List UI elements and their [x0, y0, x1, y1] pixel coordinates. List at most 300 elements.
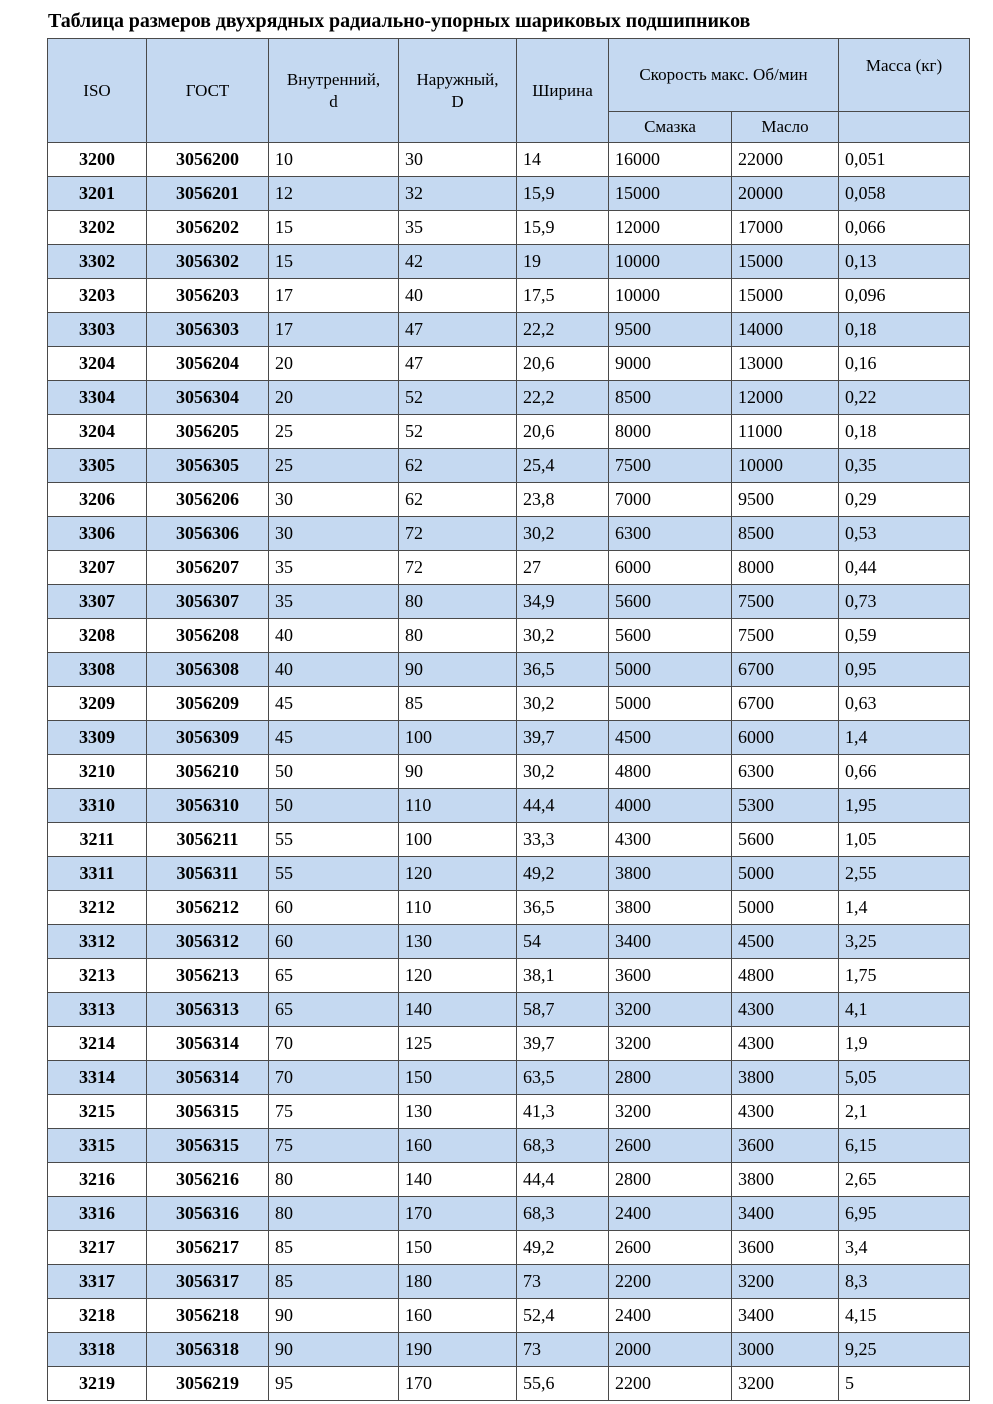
outer-diameter-cell: 85 — [399, 687, 517, 721]
mass-cell: 6,15 — [839, 1129, 970, 1163]
inner-diameter-cell: 70 — [269, 1027, 399, 1061]
width-cell: 44,4 — [517, 789, 609, 823]
table-row — [48, 177, 970, 211]
iso-cell: 3317 — [48, 1265, 147, 1299]
gost-cell: 3056210 — [147, 755, 269, 789]
iso-cell: 3200 — [48, 143, 147, 177]
width-cell: 68,3 — [517, 1197, 609, 1231]
gost-cell: 3056204 — [147, 347, 269, 381]
header-outer-label: Наружный, — [416, 69, 499, 89]
grease-speed-cell: 3200 — [609, 1095, 732, 1129]
table-row — [48, 857, 970, 891]
width-cell: 58,7 — [517, 993, 609, 1027]
inner-diameter-cell: 80 — [269, 1197, 399, 1231]
mass-cell: 1,9 — [839, 1027, 970, 1061]
inner-diameter-cell: 55 — [269, 857, 399, 891]
oil-speed-cell: 6000 — [732, 721, 839, 755]
oil-speed-cell: 4300 — [732, 993, 839, 1027]
gost-cell: 3056308 — [147, 653, 269, 687]
inner-diameter-cell: 17 — [269, 279, 399, 313]
outer-diameter-cell: 52 — [399, 415, 517, 449]
gost-cell: 3056317 — [147, 1265, 269, 1299]
gost-cell: 3056303 — [147, 313, 269, 347]
gost-cell: 3056313 — [147, 993, 269, 1027]
iso-cell: 3204 — [48, 415, 147, 449]
grease-speed-cell: 7500 — [609, 449, 732, 483]
oil-speed-cell: 3400 — [732, 1299, 839, 1333]
oil-speed-cell: 5000 — [732, 857, 839, 891]
iso-cell: 3206 — [48, 483, 147, 517]
outer-diameter-cell: 110 — [399, 891, 517, 925]
width-cell: 39,7 — [517, 1027, 609, 1061]
width-cell: 39,7 — [517, 721, 609, 755]
outer-diameter-cell: 90 — [399, 653, 517, 687]
grease-speed-cell: 2600 — [609, 1231, 732, 1265]
width-cell: 30,2 — [517, 755, 609, 789]
mass-cell: 0,13 — [839, 245, 970, 279]
oil-speed-cell: 3200 — [732, 1265, 839, 1299]
iso-cell: 3304 — [48, 381, 147, 415]
iso-cell: 3217 — [48, 1231, 147, 1265]
width-cell: 52,4 — [517, 1299, 609, 1333]
mass-cell: 0,35 — [839, 449, 970, 483]
iso-cell: 3303 — [48, 313, 147, 347]
inner-diameter-cell: 25 — [269, 415, 399, 449]
mass-cell: 1,95 — [839, 789, 970, 823]
grease-speed-cell: 10000 — [609, 279, 732, 313]
inner-diameter-cell: 12 — [269, 177, 399, 211]
outer-diameter-cell: 100 — [399, 823, 517, 857]
mass-cell: 0,53 — [839, 517, 970, 551]
header-outer-symbol: D — [451, 91, 464, 111]
width-cell: 22,2 — [517, 313, 609, 347]
iso-cell: 3212 — [48, 891, 147, 925]
inner-diameter-cell: 30 — [269, 483, 399, 517]
header-mass-sub — [839, 112, 970, 143]
table-row — [48, 517, 970, 551]
header-max-speed: Скорость макс. Об/мин — [609, 39, 839, 112]
table-row — [48, 483, 970, 517]
iso-cell: 3312 — [48, 925, 147, 959]
mass-cell: 0,29 — [839, 483, 970, 517]
table-row — [48, 959, 970, 993]
header-inner-diameter — [269, 39, 399, 143]
gost-cell: 3056209 — [147, 687, 269, 721]
width-cell: 41,3 — [517, 1095, 609, 1129]
gost-cell: 3056202 — [147, 211, 269, 245]
oil-speed-cell: 17000 — [732, 211, 839, 245]
oil-speed-cell: 22000 — [732, 143, 839, 177]
iso-cell: 3309 — [48, 721, 147, 755]
mass-cell: 1,4 — [839, 721, 970, 755]
oil-speed-cell: 4500 — [732, 925, 839, 959]
mass-cell: 2,65 — [839, 1163, 970, 1197]
inner-diameter-cell: 10 — [269, 143, 399, 177]
iso-cell: 3305 — [48, 449, 147, 483]
gost-cell: 3056200 — [147, 143, 269, 177]
table-row — [48, 1299, 970, 1333]
iso-cell: 3208 — [48, 619, 147, 653]
table-row — [48, 143, 970, 177]
outer-diameter-cell: 32 — [399, 177, 517, 211]
iso-cell: 3210 — [48, 755, 147, 789]
gost-cell: 3056315 — [147, 1129, 269, 1163]
width-cell: 36,5 — [517, 653, 609, 687]
outer-diameter-cell: 130 — [399, 925, 517, 959]
iso-cell: 3316 — [48, 1197, 147, 1231]
inner-diameter-cell: 95 — [269, 1367, 399, 1401]
oil-speed-cell: 12000 — [732, 381, 839, 415]
iso-cell: 3313 — [48, 993, 147, 1027]
table-row — [48, 619, 970, 653]
table-row — [48, 721, 970, 755]
table-row — [48, 279, 970, 313]
oil-speed-cell: 7500 — [732, 619, 839, 653]
table-row — [48, 687, 970, 721]
width-cell: 44,4 — [517, 1163, 609, 1197]
mass-cell: 0,44 — [839, 551, 970, 585]
oil-speed-cell: 6300 — [732, 755, 839, 789]
inner-diameter-cell: 85 — [269, 1265, 399, 1299]
oil-speed-cell: 5000 — [732, 891, 839, 925]
width-cell: 20,6 — [517, 415, 609, 449]
width-cell: 30,2 — [517, 517, 609, 551]
width-cell: 15,9 — [517, 177, 609, 211]
mass-cell: 0,18 — [839, 313, 970, 347]
iso-cell: 3218 — [48, 1299, 147, 1333]
table-row — [48, 1095, 970, 1129]
width-cell: 20,6 — [517, 347, 609, 381]
bearing-size-table — [47, 38, 970, 1401]
table-row — [48, 1367, 970, 1401]
inner-diameter-cell: 65 — [269, 959, 399, 993]
outer-diameter-cell: 30 — [399, 143, 517, 177]
mass-cell: 0,73 — [839, 585, 970, 619]
table-row — [48, 1231, 970, 1265]
width-cell: 25,4 — [517, 449, 609, 483]
width-cell: 68,3 — [517, 1129, 609, 1163]
gost-cell: 3056312 — [147, 925, 269, 959]
inner-diameter-cell: 30 — [269, 517, 399, 551]
iso-cell: 3215 — [48, 1095, 147, 1129]
gost-cell: 3056316 — [147, 1197, 269, 1231]
mass-cell: 1,05 — [839, 823, 970, 857]
oil-speed-cell: 20000 — [732, 177, 839, 211]
gost-cell: 3056318 — [147, 1333, 269, 1367]
oil-speed-cell: 6700 — [732, 687, 839, 721]
header-inner-label: Внутренний, — [286, 69, 381, 89]
table-row — [48, 1027, 970, 1061]
gost-cell: 3056211 — [147, 823, 269, 857]
header-oil: Масло — [732, 112, 839, 143]
iso-cell: 3308 — [48, 653, 147, 687]
iso-cell: 3216 — [48, 1163, 147, 1197]
width-cell: 49,2 — [517, 1231, 609, 1265]
oil-speed-cell: 4800 — [732, 959, 839, 993]
width-cell: 36,5 — [517, 891, 609, 925]
width-cell: 55,6 — [517, 1367, 609, 1401]
outer-diameter-cell: 150 — [399, 1231, 517, 1265]
inner-diameter-cell: 85 — [269, 1231, 399, 1265]
iso-cell: 3311 — [48, 857, 147, 891]
inner-diameter-cell: 45 — [269, 721, 399, 755]
oil-speed-cell: 4300 — [732, 1095, 839, 1129]
inner-diameter-cell: 65 — [269, 993, 399, 1027]
gost-cell: 3056314 — [147, 1027, 269, 1061]
oil-speed-cell: 8000 — [732, 551, 839, 585]
inner-diameter-cell: 15 — [269, 245, 399, 279]
outer-diameter-cell: 62 — [399, 483, 517, 517]
iso-cell: 3306 — [48, 517, 147, 551]
gost-cell: 3056218 — [147, 1299, 269, 1333]
gost-cell: 3056201 — [147, 177, 269, 211]
iso-cell: 3211 — [48, 823, 147, 857]
header-grease: Смазка — [609, 112, 732, 143]
iso-cell: 3213 — [48, 959, 147, 993]
outer-diameter-cell: 190 — [399, 1333, 517, 1367]
inner-diameter-cell: 60 — [269, 925, 399, 959]
iso-cell: 3219 — [48, 1367, 147, 1401]
oil-speed-cell: 9500 — [732, 483, 839, 517]
grease-speed-cell: 16000 — [609, 143, 732, 177]
header-gost: ГОСТ — [147, 39, 269, 143]
gost-cell: 3056307 — [147, 585, 269, 619]
oil-speed-cell: 5600 — [732, 823, 839, 857]
inner-diameter-cell: 90 — [269, 1333, 399, 1367]
gost-cell: 3056306 — [147, 517, 269, 551]
mass-cell: 8,3 — [839, 1265, 970, 1299]
inner-diameter-cell: 17 — [269, 313, 399, 347]
table-row — [48, 755, 970, 789]
grease-speed-cell: 2000 — [609, 1333, 732, 1367]
iso-cell: 3209 — [48, 687, 147, 721]
grease-speed-cell: 3800 — [609, 857, 732, 891]
iso-cell: 3315 — [48, 1129, 147, 1163]
gost-cell: 3056315 — [147, 1095, 269, 1129]
oil-speed-cell: 15000 — [732, 245, 839, 279]
outer-diameter-cell: 125 — [399, 1027, 517, 1061]
grease-speed-cell: 8500 — [609, 381, 732, 415]
outer-diameter-cell: 47 — [399, 313, 517, 347]
mass-cell: 0,096 — [839, 279, 970, 313]
outer-diameter-cell: 170 — [399, 1197, 517, 1231]
oil-speed-cell: 3800 — [732, 1061, 839, 1095]
outer-diameter-cell: 120 — [399, 959, 517, 993]
outer-diameter-cell: 52 — [399, 381, 517, 415]
outer-diameter-cell: 110 — [399, 789, 517, 823]
oil-speed-cell: 8500 — [732, 517, 839, 551]
grease-speed-cell: 3400 — [609, 925, 732, 959]
width-cell: 17,5 — [517, 279, 609, 313]
gost-cell: 3056305 — [147, 449, 269, 483]
width-cell: 38,1 — [517, 959, 609, 993]
gost-cell: 3056206 — [147, 483, 269, 517]
inner-diameter-cell: 70 — [269, 1061, 399, 1095]
table-row — [48, 415, 970, 449]
oil-speed-cell: 11000 — [732, 415, 839, 449]
gost-cell: 3056216 — [147, 1163, 269, 1197]
oil-speed-cell: 3000 — [732, 1333, 839, 1367]
outer-diameter-cell: 40 — [399, 279, 517, 313]
table-row — [48, 585, 970, 619]
grease-speed-cell: 2400 — [609, 1299, 732, 1333]
outer-diameter-cell: 120 — [399, 857, 517, 891]
oil-speed-cell: 3200 — [732, 1367, 839, 1401]
grease-speed-cell: 2200 — [609, 1367, 732, 1401]
width-cell: 22,2 — [517, 381, 609, 415]
table-row — [48, 1333, 970, 1367]
width-cell: 49,2 — [517, 857, 609, 891]
table-row — [48, 1197, 970, 1231]
grease-speed-cell: 9000 — [609, 347, 732, 381]
grease-speed-cell: 9500 — [609, 313, 732, 347]
table-row — [48, 551, 970, 585]
inner-diameter-cell: 50 — [269, 755, 399, 789]
table-row — [48, 1061, 970, 1095]
grease-speed-cell: 4500 — [609, 721, 732, 755]
width-cell: 73 — [517, 1265, 609, 1299]
gost-cell: 3056203 — [147, 279, 269, 313]
table-row — [48, 1163, 970, 1197]
inner-diameter-cell: 90 — [269, 1299, 399, 1333]
table-row — [48, 653, 970, 687]
gost-cell: 3056212 — [147, 891, 269, 925]
gost-cell: 3056208 — [147, 619, 269, 653]
mass-cell: 0,66 — [839, 755, 970, 789]
oil-speed-cell: 6700 — [732, 653, 839, 687]
oil-speed-cell: 10000 — [732, 449, 839, 483]
inner-diameter-cell: 15 — [269, 211, 399, 245]
width-cell: 33,3 — [517, 823, 609, 857]
inner-diameter-cell: 25 — [269, 449, 399, 483]
mass-cell: 0,95 — [839, 653, 970, 687]
outer-diameter-cell: 180 — [399, 1265, 517, 1299]
width-cell: 19 — [517, 245, 609, 279]
iso-cell: 3201 — [48, 177, 147, 211]
table-row — [48, 789, 970, 823]
grease-speed-cell: 3200 — [609, 1027, 732, 1061]
mass-cell: 2,1 — [839, 1095, 970, 1129]
mass-cell: 3,4 — [839, 1231, 970, 1265]
table-row — [48, 245, 970, 279]
iso-cell: 3214 — [48, 1027, 147, 1061]
iso-cell: 3302 — [48, 245, 147, 279]
inner-diameter-cell: 50 — [269, 789, 399, 823]
mass-cell: 4,15 — [839, 1299, 970, 1333]
grease-speed-cell: 15000 — [609, 177, 732, 211]
inner-diameter-cell: 35 — [269, 551, 399, 585]
grease-speed-cell: 8000 — [609, 415, 732, 449]
header-width: Ширина — [517, 39, 609, 143]
inner-diameter-cell: 45 — [269, 687, 399, 721]
mass-cell: 0,63 — [839, 687, 970, 721]
iso-cell: 3203 — [48, 279, 147, 313]
mass-cell: 3,25 — [839, 925, 970, 959]
outer-diameter-cell: 170 — [399, 1367, 517, 1401]
outer-diameter-cell: 47 — [399, 347, 517, 381]
inner-diameter-cell: 35 — [269, 585, 399, 619]
gost-cell: 3056213 — [147, 959, 269, 993]
width-cell: 23,8 — [517, 483, 609, 517]
iso-cell: 3207 — [48, 551, 147, 585]
inner-diameter-cell: 40 — [269, 653, 399, 687]
outer-diameter-cell: 90 — [399, 755, 517, 789]
table-header — [48, 39, 970, 143]
iso-cell: 3318 — [48, 1333, 147, 1367]
header-outer-diameter — [399, 39, 517, 143]
grease-speed-cell: 7000 — [609, 483, 732, 517]
inner-diameter-cell: 40 — [269, 619, 399, 653]
grease-speed-cell: 6300 — [609, 517, 732, 551]
outer-diameter-cell: 42 — [399, 245, 517, 279]
grease-speed-cell: 5000 — [609, 653, 732, 687]
mass-cell: 4,1 — [839, 993, 970, 1027]
grease-speed-cell: 2800 — [609, 1061, 732, 1095]
table-row — [48, 1265, 970, 1299]
table-row — [48, 449, 970, 483]
table-row — [48, 823, 970, 857]
width-cell: 34,9 — [517, 585, 609, 619]
width-cell: 14 — [517, 143, 609, 177]
grease-speed-cell: 2800 — [609, 1163, 732, 1197]
oil-speed-cell: 3600 — [732, 1129, 839, 1163]
outer-diameter-cell: 80 — [399, 619, 517, 653]
grease-speed-cell: 3200 — [609, 993, 732, 1027]
mass-cell: 0,066 — [839, 211, 970, 245]
mass-cell: 0,16 — [839, 347, 970, 381]
mass-cell: 0,59 — [839, 619, 970, 653]
grease-speed-cell: 2400 — [609, 1197, 732, 1231]
mass-cell: 0,058 — [839, 177, 970, 211]
table-row — [48, 313, 970, 347]
grease-speed-cell: 5600 — [609, 585, 732, 619]
table-row — [48, 925, 970, 959]
outer-diameter-cell: 140 — [399, 993, 517, 1027]
grease-speed-cell: 5000 — [609, 687, 732, 721]
outer-diameter-cell: 160 — [399, 1299, 517, 1333]
grease-speed-cell: 4800 — [609, 755, 732, 789]
iso-cell: 3314 — [48, 1061, 147, 1095]
width-cell: 27 — [517, 551, 609, 585]
outer-diameter-cell: 130 — [399, 1095, 517, 1129]
grease-speed-cell: 2600 — [609, 1129, 732, 1163]
table-row — [48, 347, 970, 381]
mass-cell: 2,55 — [839, 857, 970, 891]
gost-cell: 3056314 — [147, 1061, 269, 1095]
grease-speed-cell: 12000 — [609, 211, 732, 245]
oil-speed-cell: 13000 — [732, 347, 839, 381]
gost-cell: 3056219 — [147, 1367, 269, 1401]
oil-speed-cell: 7500 — [732, 585, 839, 619]
mass-cell: 5,05 — [839, 1061, 970, 1095]
width-cell: 30,2 — [517, 619, 609, 653]
inner-diameter-cell: 20 — [269, 347, 399, 381]
mass-cell: 9,25 — [839, 1333, 970, 1367]
table-body — [48, 143, 970, 1401]
oil-speed-cell: 5300 — [732, 789, 839, 823]
grease-speed-cell: 4300 — [609, 823, 732, 857]
gost-cell: 3056302 — [147, 245, 269, 279]
inner-diameter-cell: 55 — [269, 823, 399, 857]
mass-cell: 0,22 — [839, 381, 970, 415]
grease-speed-cell: 10000 — [609, 245, 732, 279]
iso-cell: 3310 — [48, 789, 147, 823]
table-row — [48, 891, 970, 925]
outer-diameter-cell: 140 — [399, 1163, 517, 1197]
gost-cell: 3056310 — [147, 789, 269, 823]
gost-cell: 3056205 — [147, 415, 269, 449]
grease-speed-cell: 4000 — [609, 789, 732, 823]
